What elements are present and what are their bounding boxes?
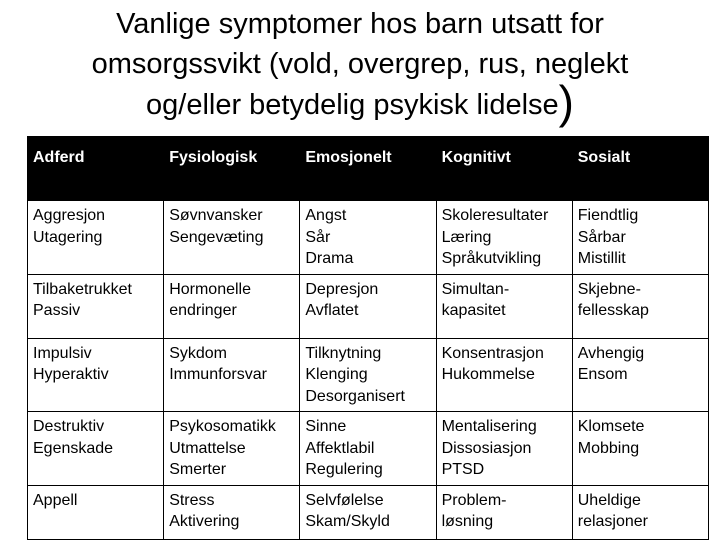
table-row — [28, 274, 709, 338]
cell-text: Konsentrasjon — [441, 344, 544, 362]
cell-text: Drama — [305, 250, 354, 267]
cell-text: endringer — [169, 302, 237, 319]
cell-text: Desorganisert — [305, 387, 405, 405]
cell-text: Mistillit — [577, 250, 626, 267]
table-cell — [28, 201, 164, 275]
cell-text: Egenskade — [33, 439, 114, 457]
header-adferd: Adferd — [28, 137, 164, 201]
table-header-row — [28, 137, 709, 201]
table-cell — [300, 338, 436, 412]
header-emosjonelt: Emosjonelt — [300, 137, 436, 201]
cell-text: Selvfølelse — [305, 491, 384, 509]
cell-text: Sengevæting — [169, 228, 264, 246]
table-cell — [164, 485, 300, 539]
cell-text: PTSD — [441, 461, 485, 478]
cell-text: Avflatet — [305, 302, 359, 319]
table-cell — [164, 274, 300, 338]
cell-text: Utmattelse — [169, 439, 246, 457]
table-cell — [300, 485, 436, 539]
cell-text: Sår — [305, 228, 331, 246]
cell-text: Tilknytning — [305, 344, 382, 362]
table-cell — [436, 201, 572, 275]
table-cell — [164, 338, 300, 412]
header-sosialt: Sosialt — [572, 137, 708, 201]
cell-text: Skjebne- — [577, 280, 641, 298]
cell-text: Læring — [441, 228, 492, 246]
cell-text: Avhengig — [577, 344, 645, 362]
cell-text: Skam/Skyld — [305, 513, 390, 530]
cell-text: Sårbar — [577, 228, 626, 246]
table-cell — [28, 274, 164, 338]
table-cell — [300, 412, 436, 486]
table-cell — [436, 412, 572, 486]
cell-text: Fiendtlig — [577, 207, 639, 224]
title-closing-paren: ) — [558, 76, 574, 128]
cell-text: Stress — [169, 491, 215, 509]
cell-text: Impulsiv — [33, 344, 92, 362]
table-cell — [28, 485, 164, 539]
cell-text: Hukommelse — [441, 366, 535, 383]
title-line-3-text: og/eller betydelig psykisk lidelse — [146, 89, 559, 121]
cell-text: fellesskap — [577, 302, 649, 319]
table-cell — [572, 485, 708, 539]
title-line-1: Vanlige symptomer hos barn utsatt for — [116, 8, 604, 40]
cell-text: Immunforsvar — [169, 366, 267, 383]
title-line-2: omsorgssvikt (vold, overgrep, rus, neglekt — [91, 48, 629, 80]
cell-text: Hormonelle — [169, 280, 251, 298]
cell-text: Psykosomatikk — [169, 418, 276, 435]
table-cell — [28, 338, 164, 412]
table-row — [28, 412, 709, 486]
table-row — [28, 338, 709, 412]
cell-text: Angst — [305, 207, 347, 224]
cell-text: Tilbaketrukket — [33, 280, 132, 298]
cell-text: Sinne — [305, 418, 347, 435]
cell-text: Smerter — [169, 461, 227, 478]
cell-text: Søvnvansker — [169, 207, 263, 224]
header-kognitivt: Kognitivt — [436, 137, 572, 201]
cell-text: Dissosiasjon — [441, 439, 532, 457]
cell-text: Affektlabil — [305, 439, 375, 457]
cell-text: Regulering — [305, 461, 383, 478]
cell-text: Passiv — [33, 302, 81, 319]
table-cell — [300, 201, 436, 275]
cell-text: Depresjon — [305, 280, 379, 298]
cell-text: Ensom — [577, 366, 628, 383]
table-cell — [572, 412, 708, 486]
table-cell — [164, 412, 300, 486]
cell-text: Hyperaktiv — [33, 366, 109, 383]
table-cell — [28, 412, 164, 486]
cell-text: Problem- — [441, 491, 507, 509]
table-cell — [436, 338, 572, 412]
header-fysiologisk: Fysiologisk — [164, 137, 300, 201]
symptoms-table — [27, 136, 709, 540]
table-cell — [572, 201, 708, 275]
cell-text: relasjoner — [577, 513, 649, 530]
cell-text: Klomsete — [577, 418, 645, 435]
cell-text: Språkutvikling — [441, 250, 542, 267]
table-row — [28, 201, 709, 275]
cell-text: Simultan- — [441, 280, 510, 298]
cell-text: Appell — [33, 491, 78, 509]
table-cell — [436, 485, 572, 539]
cell-text: Mobbing — [577, 439, 640, 457]
slide-title — [0, 4, 720, 128]
table-cell — [300, 274, 436, 338]
cell-text: Skoleresultater — [441, 207, 549, 224]
table-cell — [572, 274, 708, 338]
cell-text: kapasitet — [441, 302, 506, 319]
cell-text: Destruktiv — [33, 418, 105, 435]
cell-text: Aktivering — [169, 513, 240, 530]
table-cell — [572, 338, 708, 412]
cell-text: Mentalisering — [441, 418, 537, 435]
cell-text: Sykdom — [169, 344, 227, 362]
cell-text: Klenging — [305, 366, 368, 383]
cell-text: Utagering — [33, 228, 103, 246]
table-cell — [436, 274, 572, 338]
table-row — [28, 485, 709, 539]
cell-text: løsning — [441, 513, 494, 530]
cell-text: Aggresjon — [33, 207, 106, 224]
table-cell — [164, 201, 300, 275]
cell-text: Uheldige — [577, 491, 641, 509]
title-line-3 — [0, 76, 720, 128]
